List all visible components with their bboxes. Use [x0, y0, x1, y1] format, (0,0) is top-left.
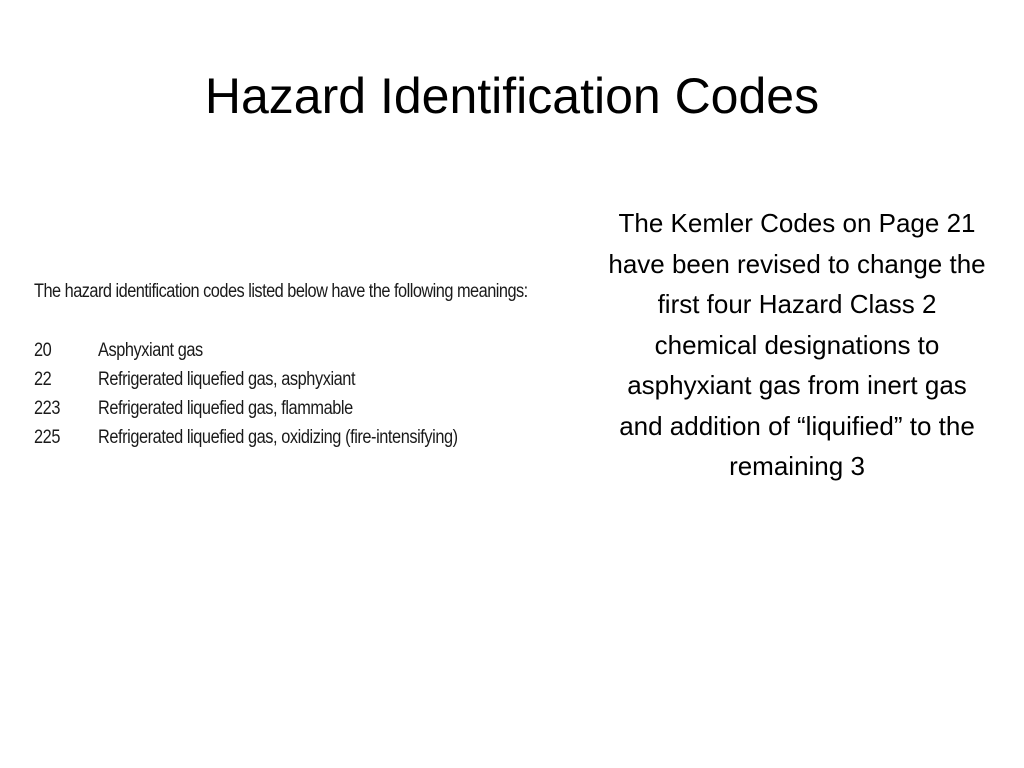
code-row — [34, 365, 534, 394]
code-list-intro: The hazard identification codes listed below have the following meanings: — [34, 281, 528, 302]
revision-note: The Kemler Codes on Page 21 have been revised to change the first four Hazard Class 2 chemical designations to asphyxiant gas from inert gas and addition of “liquified” to the remaining 3 — [608, 208, 986, 481]
code-meaning: Asphyxiant gas — [98, 340, 203, 361]
code-meaning: Refrigerated liquefied gas, asphyxiant — [98, 369, 356, 390]
code-row — [34, 336, 534, 365]
code-number: 22 — [34, 369, 52, 390]
hazard-code-list — [34, 278, 534, 452]
code-row — [34, 394, 534, 423]
code-meaning: Refrigerated liquefied gas, oxidizing (fire-intensifying) — [98, 427, 458, 448]
code-meaning: Refrigerated liquefied gas, flammable — [98, 398, 353, 419]
code-number: 225 — [34, 427, 60, 448]
code-row — [34, 423, 534, 452]
code-number: 20 — [34, 340, 52, 361]
code-number: 223 — [34, 398, 60, 419]
slide-title: Hazard Identification Codes — [204, 68, 820, 124]
